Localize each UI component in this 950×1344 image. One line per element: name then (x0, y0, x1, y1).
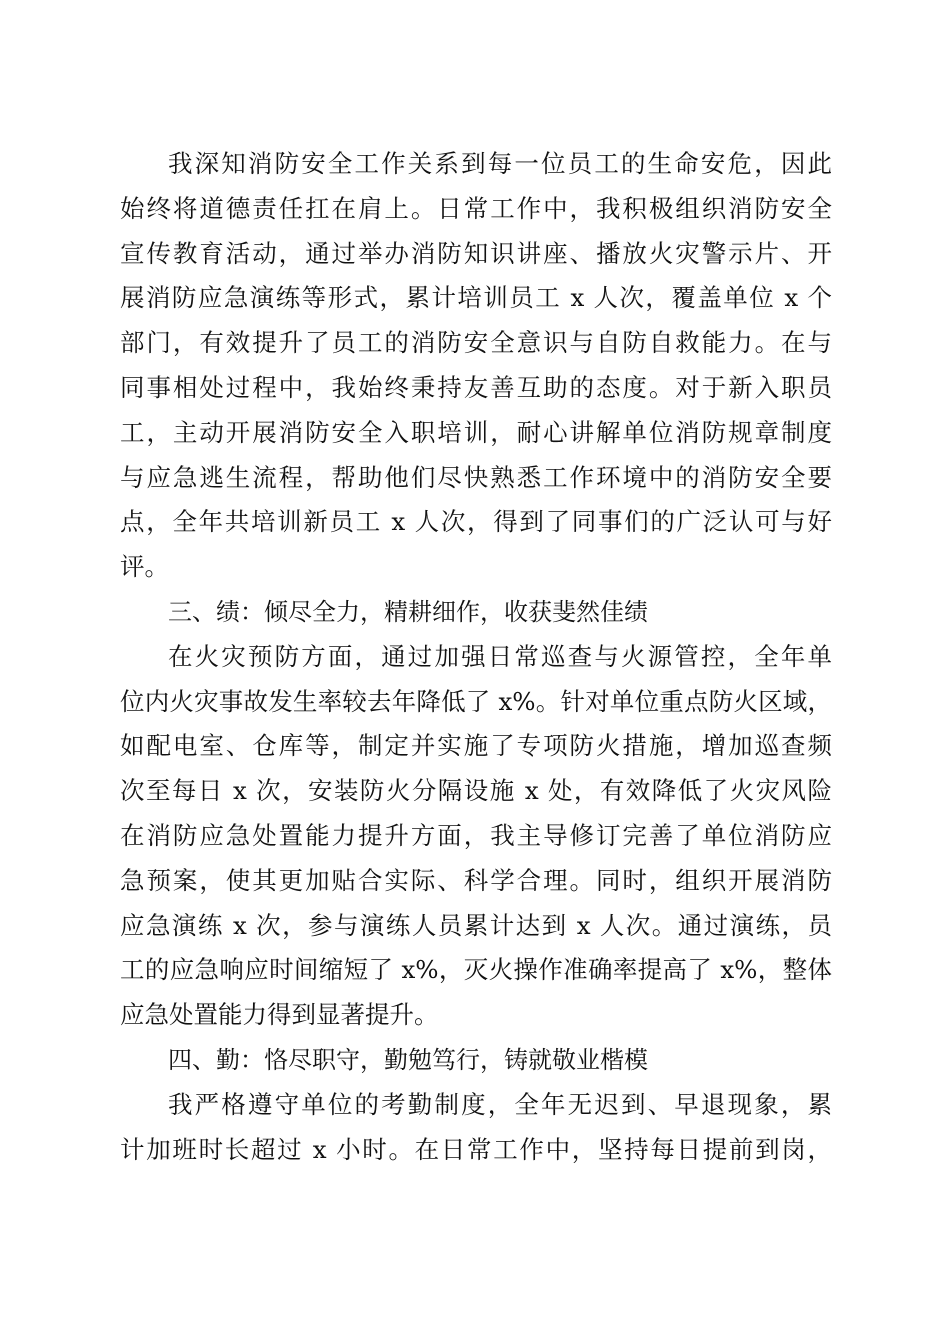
text-line: 点，全年共培训新员工 x 人次，得到了同事们的广泛认可与好 (120, 507, 832, 537)
text-line: 应急演练 x 次，参与演练人员累计达到 x 人次。通过演练，员 (120, 910, 832, 940)
text-line: 部门，有效提升了员工的消防安全意识与自防自救能力。在与 (120, 328, 832, 358)
text-line: 与应急逃生流程，帮助他们尽快熟悉工作环境中的消防安全要 (120, 462, 832, 492)
text-line: 我深知消防安全工作关系到每一位员工的生命安危，因此 (168, 149, 832, 178)
text-line: 计加班时长超过 x 小时。在日常工作中，坚持每日提前到岗， (120, 1134, 832, 1164)
paragraph-moral-responsibility (120, 142, 832, 590)
text-line: 始终将道德责任扛在肩上。日常工作中，我积极组织消防安全 (120, 193, 832, 223)
document-page (120, 142, 832, 1172)
text-line: 如配电室、仓库等，制定并实施了专项防火措施，增加巡查频 (120, 731, 832, 761)
text-line: 评。 (120, 552, 169, 582)
text-line: 在消防应急处置能力提升方面，我主导修订完善了单位消防应 (120, 820, 832, 850)
section-heading-diligence: 四、勤：恪尽职守，勤勉笃行，铸就敬业楷模 (168, 1045, 648, 1074)
text-line: 急预案，使其更加贴合实际、科学合理。同时，组织开展消防 (120, 865, 832, 895)
text-line: 工，主动开展消防安全入职培训，耐心讲解单位消防规章制度 (120, 417, 832, 447)
text-line: 我严格遵守单位的考勤制度，全年无迟到、早退现象，累 (168, 1089, 832, 1119)
text-line: 工的应急响应时间缩短了 x%，灭火操作准确率提高了 x%，整体 (120, 955, 832, 985)
section-heading-achievements: 三、绩：倾尽全力，精耕细作，收获斐然佳绩 (168, 597, 648, 626)
text-line: 应急处置能力得到显著提升。 (120, 1000, 439, 1030)
text-line: 宣传教育活动，通过举办消防知识讲座、播放火灾警示片、开 (120, 238, 832, 268)
text-line: 次至每日 x 次，安装防火分隔设施 x 处，有效降低了火灾风险 (120, 776, 832, 806)
paragraph-diligence (120, 1083, 832, 1173)
paragraph-achievements (120, 635, 832, 1038)
text-line: 展消防应急演练等形式，累计培训员工 x 人次，覆盖单位 x 个 (120, 283, 832, 313)
text-line: 同事相处过程中，我始终秉持友善互助的态度。对于新入职员 (120, 372, 832, 402)
text-line: 位内火灾事故发生率较去年降低了 x%。针对单位重点防火区域， (120, 686, 832, 716)
text-line: 在火灾预防方面，通过加强日常巡查与火源管控，全年单 (168, 641, 832, 671)
